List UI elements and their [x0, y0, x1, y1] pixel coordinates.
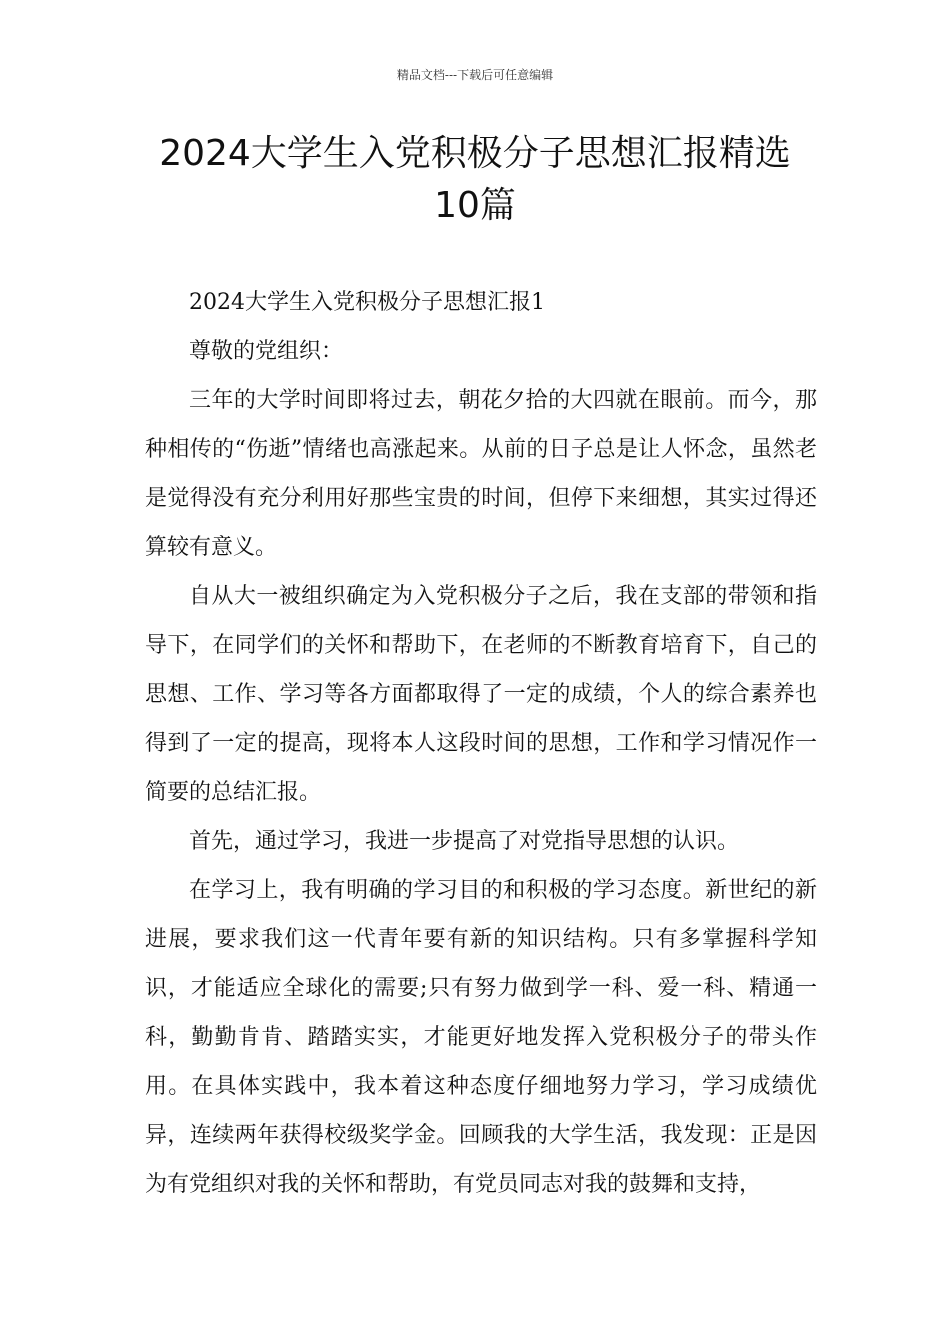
- paragraph: 自从大一被组织确定为入党积极分子之后，我在支部的带领和指导下，在同学们的关怀和帮助下，在老师的不断教育培育下，自己的思想、工作、学习等各方面都取得了一定的成绩，个人的综合素养也得到了一定的提高，现将本人这段时间的思想，工作和学习情况作一简要的总结汇报。: [145, 584, 817, 805]
- salutation: 尊敬的党组织：: [189, 339, 344, 364]
- section-heading: 2024大学生入党积极分子思想汇报1: [189, 290, 545, 315]
- paragraph: 首先，通过学习，我进一步提高了对党指导思想的认识。: [189, 829, 740, 854]
- page-header: 精品文档---下载后可任意编辑: [396, 68, 554, 82]
- document-body: [145, 278, 817, 1209]
- paragraph: 三年的大学时间即将过去，朝花夕拾的大四就在眼前。而今，那种相传的“伤逝”情绪也高涨起来。从前的日子总是让人怀念，虽然老是觉得没有充分利用好那些宝贵的时间，但停下来细想，其实过得还算较有意义。: [145, 388, 817, 560]
- paragraph: 在学习上，我有明确的学习目的和积极的学习态度。新世纪的新进展，要求我们这一代青年要有新的知识结构。只有多掌握科学知识，才能适应全球化的需要;只有努力做到学一科、爱一科、精通一科，勤勤肯肯、踏踏实实，才能更好地发挥入党积极分子的带头作用。在具体实践中，我本着这种态度仔细地努力学习，学习成绩优异，连续两年获得校级奖学金。回顾我的大学生活，我发现：正是因为有党组织对我的关怀和帮助，有党员同志对我的鼓舞和支持，: [145, 878, 817, 1197]
- title-line-2: 10篇: [434, 185, 516, 226]
- document-title: [100, 128, 850, 232]
- title-line-1: 2024大学生入党积极分子思想汇报精选: [159, 133, 791, 174]
